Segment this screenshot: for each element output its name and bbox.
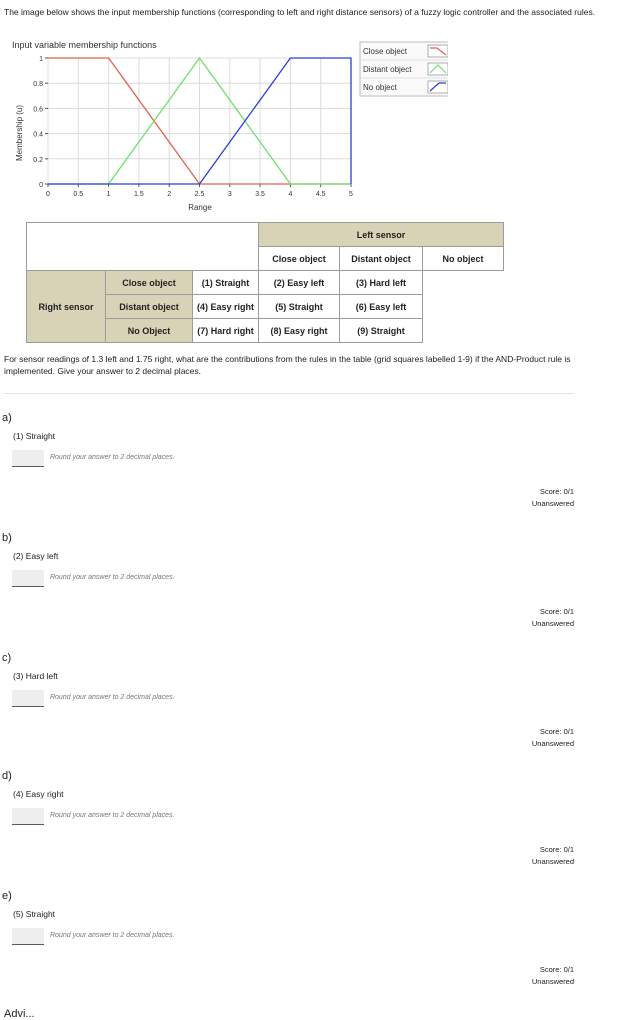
rules-table (26, 222, 504, 343)
answer-input[interactable] (12, 690, 44, 707)
col-header: Distant object (340, 247, 423, 271)
part-letter: e) (2, 890, 12, 902)
x-axis-label: Range (188, 203, 212, 212)
answer-hint: Round your answer to 2 decimal places. (50, 932, 175, 939)
part-letter: b) (2, 532, 12, 544)
x-tick-label: 3.5 (255, 191, 265, 198)
score-block (532, 726, 574, 750)
x-tick-label: 1.5 (134, 191, 144, 198)
left-sensor-header: Left sensor (259, 223, 504, 247)
x-tick-label: 2 (167, 191, 172, 198)
table-cell: (3) Hard left (340, 271, 423, 295)
part-letter: c) (2, 652, 12, 664)
legend-swatch (428, 45, 448, 57)
part-letter: d) (2, 770, 12, 782)
status-text: Unanswered (531, 977, 574, 986)
question-text: For sensor readings of 1.3 left and 1.75 right, what are the contributions from the rules in the table (grid squares labelled 1-9) if the AND-Product rule is implemented. Give your answer to 2 decimal places. (4, 354, 571, 376)
score-text: Score: 0/1 (539, 607, 574, 616)
y-tick-label: 0.8 (33, 81, 43, 89)
part-label: (5) Straight (13, 909, 56, 919)
right-sensor-header: Right sensor (27, 271, 106, 343)
x-tick-label: 4.5 (315, 191, 326, 198)
row-header: No Object (106, 319, 193, 343)
legend-label: Close object (363, 47, 408, 56)
part-label: (3) Hard left (13, 671, 58, 681)
question-part (0, 652, 638, 770)
answer-input[interactable] (12, 570, 44, 587)
answer-input[interactable] (12, 928, 44, 945)
x-tick-label: 0.5 (73, 191, 84, 198)
table-cell: (7) Hard right (193, 319, 259, 343)
row-header: Distant object (106, 295, 193, 319)
row-header: Close object (106, 271, 193, 295)
score-block (532, 606, 574, 630)
x-tick-label: 0 (46, 191, 50, 198)
table-cell: (6) Easy left (340, 295, 423, 319)
table-cell: (9) Straight (340, 319, 423, 343)
intro-text: The image below shows the input membership functions (corresponding to left and right distance sensors) of a fuzzy logic controller and the associated rules. (4, 7, 596, 17)
table-cell: (5) Straight (259, 295, 340, 319)
status-text: Unanswered (531, 857, 574, 866)
y-tick-label: 0 (39, 182, 43, 189)
y-tick-label: 0.4 (33, 131, 43, 139)
y-axis-label: Membership (u) (15, 104, 24, 162)
question-part (0, 412, 638, 530)
score-block (532, 964, 574, 988)
score-block (532, 486, 574, 510)
score-text: Score: 0/1 (539, 965, 574, 974)
legend-label: Distant object (363, 65, 412, 74)
x-tick-label: 5 (349, 191, 353, 198)
table-cell: (1) Straight (193, 271, 259, 295)
y-tick-label: 0.2 (33, 156, 43, 164)
x-tick-label: 4 (288, 191, 293, 198)
chart-title: Input variable membership functions (12, 40, 157, 50)
answer-hint: Round your answer to 2 decimal places. (50, 694, 175, 701)
y-tick-label: 0.6 (33, 106, 43, 114)
table-cell: (4) Easy right (193, 295, 259, 319)
question-part (0, 532, 638, 650)
part-label: (2) Easy left (13, 551, 59, 561)
status-text: Unanswered (531, 619, 574, 628)
answer-input[interactable] (12, 808, 44, 825)
score-block (532, 844, 574, 868)
cutoff-text: Advi... (4, 1008, 35, 1020)
score-text: Score: 0/1 (539, 727, 574, 736)
answer-hint: Round your answer to 2 decimal places. (50, 812, 175, 819)
legend-label: No object (363, 83, 397, 92)
x-tick-label: 3 (227, 191, 232, 198)
table-cell: (8) Easy right (259, 319, 340, 343)
x-tick-label: 1 (106, 191, 111, 198)
membership-chart (8, 38, 448, 218)
table-cell: (2) Easy left (259, 271, 340, 295)
answer-hint: Round your answer to 2 decimal places. (50, 574, 175, 581)
part-label: (1) Straight (13, 431, 56, 441)
status-text: Unanswered (531, 739, 574, 748)
part-label: (4) Easy right (13, 789, 64, 799)
status-text: Unanswered (531, 499, 574, 508)
answer-hint: Round your answer to 2 decimal places. (50, 454, 175, 461)
answer-input[interactable] (12, 450, 44, 467)
col-header: No object (423, 247, 504, 271)
y-tick-label: 1 (39, 56, 43, 63)
x-tick-label: 2.5 (194, 191, 205, 198)
question-part (0, 770, 638, 888)
col-header: Close object (259, 247, 340, 271)
score-text: Score: 0/1 (539, 487, 574, 496)
score-text: Score: 0/1 (539, 845, 574, 854)
divider (4, 393, 574, 394)
part-letter: a) (2, 412, 12, 424)
question-part (0, 890, 638, 1008)
